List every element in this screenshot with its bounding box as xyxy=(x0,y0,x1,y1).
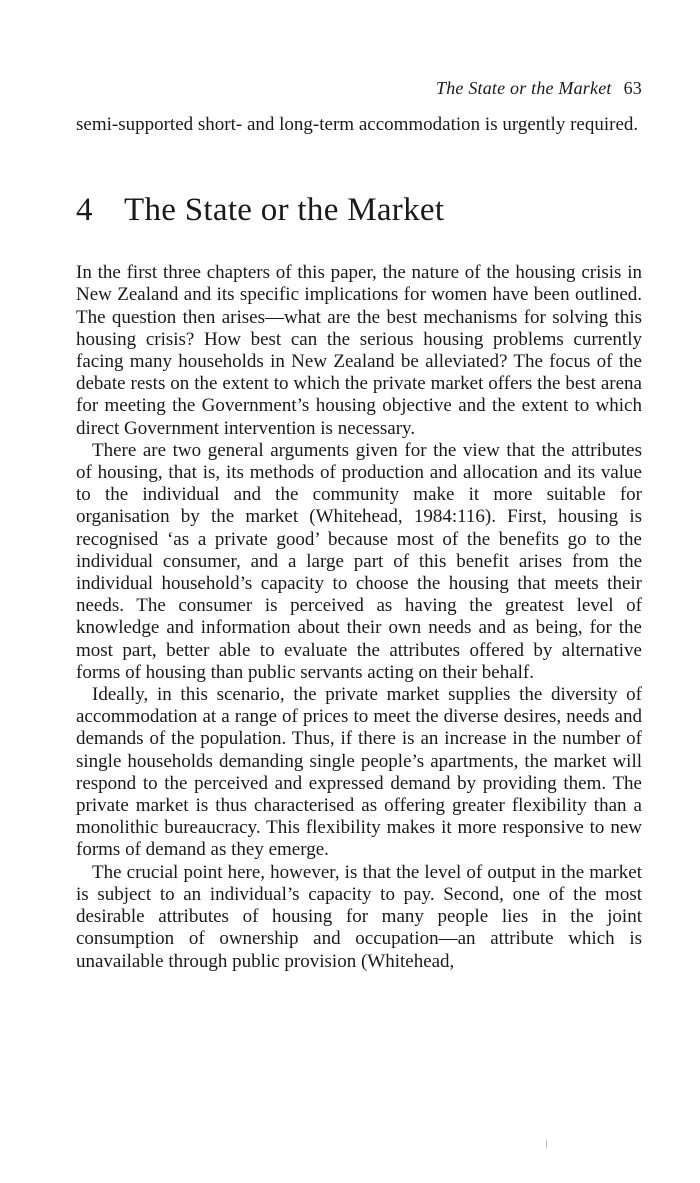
paragraph-3: Ideally, in this scenario, the private market supplies the diversity of accommodation at a range of prices to meet the diverse desires, needs and demands of the population. Thus, if there is an increase in the number of single households demanding single people’s apartments, the market will respond to the perceived and expressed demand by providing them. The private market is thus characterised as offering greater flexibility than a monolithic bureaucracy. This flexibility makes it more responsive to new forms of demand as they emerge. xyxy=(76,684,642,861)
chapter-heading xyxy=(76,190,642,230)
paragraph-1: In the first three chapters of this paper, the nature of the housing crisis in New Zealand and its specific implications for women have been outlined. The question then arises—what are the best mechanisms for solving this housing crisis? How best can the serious housing problems currently facing many households in New Zealand be alleviated? The focus of the debate rests on the extent to which the private market offers the best arena for meeting the Government’s housing objective and the extent to which direct Government intervention is necessary. xyxy=(76,262,642,439)
scan-mark xyxy=(546,1140,547,1148)
carryover-paragraph: semi-supported short- and long-term accommodation is urgently required. xyxy=(76,114,639,135)
paragraph-2: There are two general arguments given for the view that the attributes of housing, that is, its methods of production and allocation and its value to the individual and the community make it more suitable for organisation by the market (Whitehead, 1984:116). First, housing is recognised ‘as a private good’ because most of the benefits go to the individual consumer, and a large part of this benefit arises from the individual household’s capacity to choose the housing that meets their needs. The consumer is perceived as having the greatest level of knowledge and information about their own needs and as being, for the most part, better able to evaluate the attributes offered by alternative forms of housing than public servants acting on their behalf. xyxy=(76,439,642,683)
page-body xyxy=(76,70,642,973)
paragraph-4: The crucial point here, however, is that the level of output in the market is subject to an individual’s capacity to pay. Second, one of the most desirable attributes of housing for many people lies in the joint consumption of ownership and occupation—an attribute which is unavailable through public provision (Whitehead, xyxy=(76,861,642,972)
chapter-number: 4 xyxy=(76,192,93,229)
chapter-title: The State or the Market xyxy=(124,192,445,229)
page-number: 63 xyxy=(623,78,642,98)
running-head-title: The State or the Market xyxy=(436,78,612,98)
